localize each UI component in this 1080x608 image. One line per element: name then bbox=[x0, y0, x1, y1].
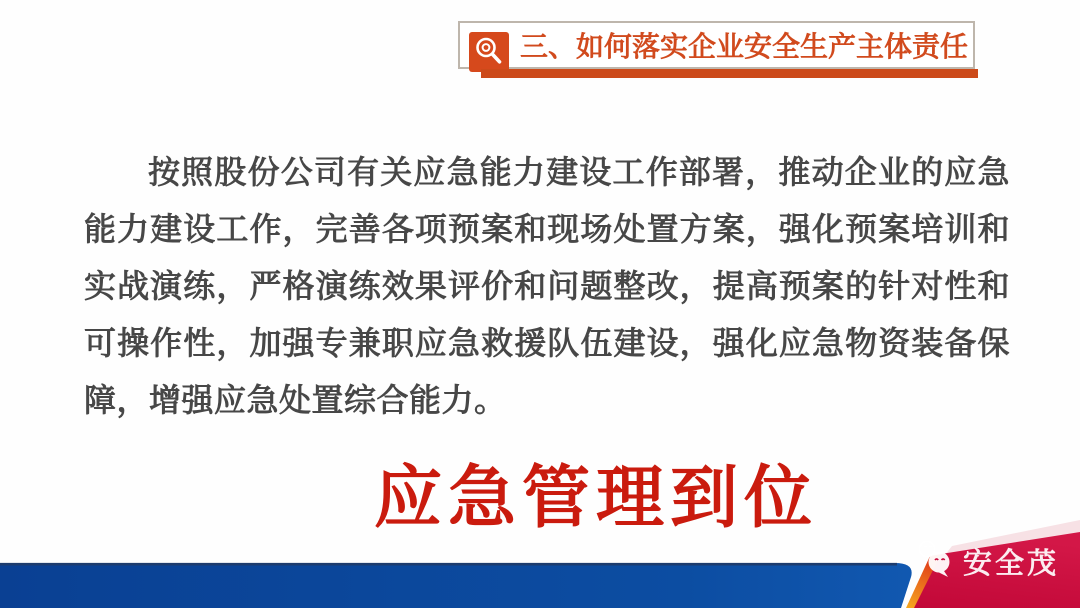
watermark bbox=[914, 538, 1059, 585]
section-header-banner bbox=[458, 21, 975, 69]
body-paragraph: 按照股份公司有关应急能力建设工作部署，推动企业的应急能力建设工作，完善各项预案和现场处置方案，强化预案培训和实战演练，严格演练效果评价和问题整改，提高预案的针对性和可操作性，加强专兼职应急救援队伍建设，强化应急物资装备保障，增强应急处置综合能力。 bbox=[84, 154, 1010, 418]
footer-blue-bar bbox=[0, 563, 912, 608]
magnifier-target-icon bbox=[469, 32, 509, 72]
highlight-slogan: 应急管理到位 bbox=[374, 460, 819, 536]
header-underline-bar bbox=[481, 69, 978, 78]
section-header-title: 三、如何落实企业安全生产主体责任 bbox=[520, 31, 969, 62]
chat-bubbles-logo-icon bbox=[914, 538, 958, 585]
watermark-label: 安全茂 bbox=[963, 548, 1060, 580]
